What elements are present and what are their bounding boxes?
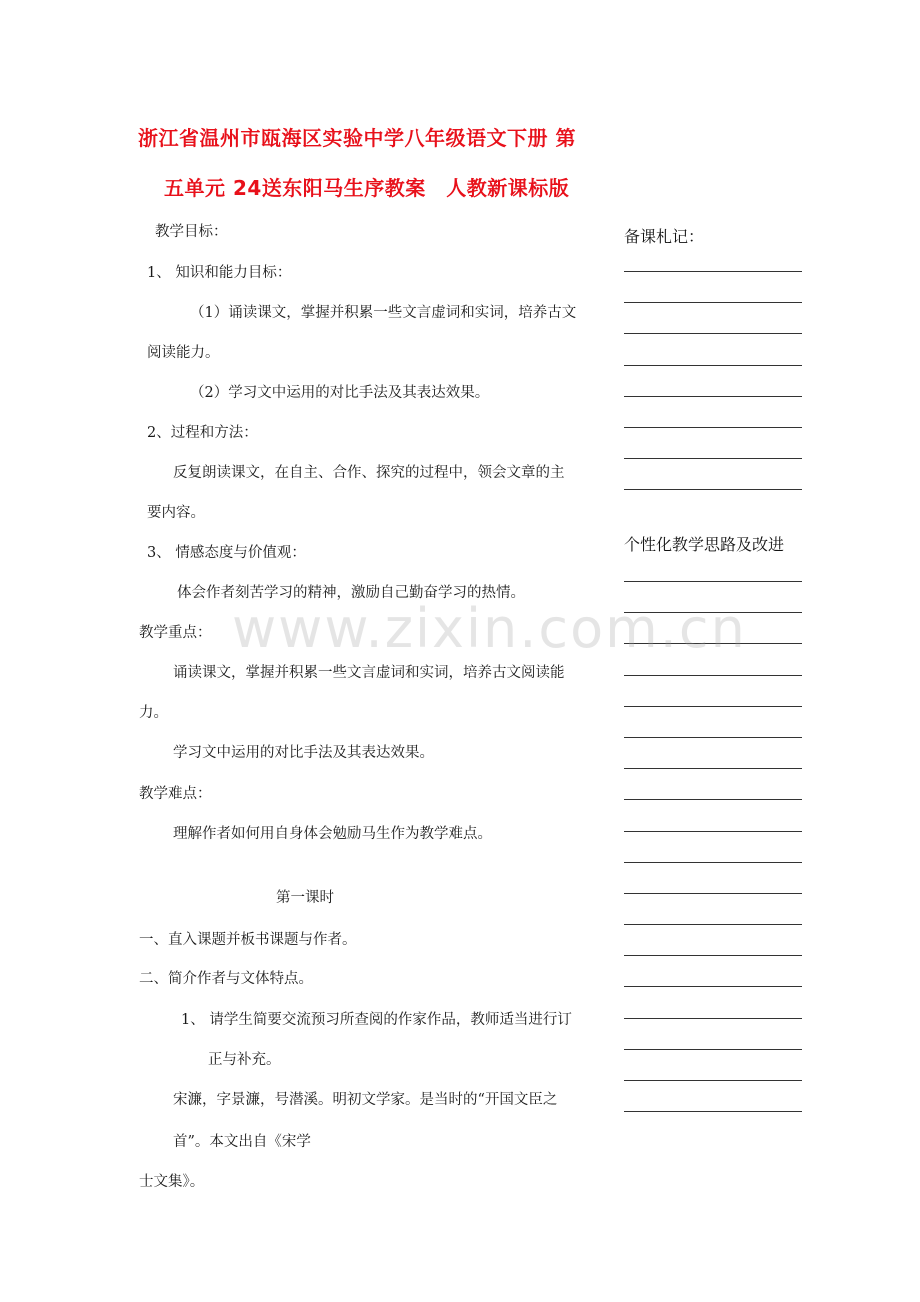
personal-label: 个性化教学思路及改进	[624, 535, 785, 554]
notes-rules	[624, 271, 802, 521]
key-points-heading: 教学重点：	[139, 625, 212, 641]
goal-1-item-1-b: 阅读能力。	[147, 345, 220, 361]
rule-line	[624, 1111, 802, 1112]
rule-line	[624, 737, 802, 738]
rule-line	[624, 924, 802, 925]
rule-line	[624, 458, 802, 459]
goal-2: 2、过程和方法：	[147, 425, 258, 441]
step-2-item-1-a: 1、 请学生简要交流预习所查阅的作家作品，教师适当进行订	[181, 1012, 572, 1028]
rule-line	[624, 302, 802, 303]
rule-line	[624, 427, 802, 428]
rule-line	[624, 831, 802, 832]
step-2: 二、简介作者与文体特点。	[139, 971, 313, 987]
goal-3: 3、 情感态度与价值观：	[147, 545, 306, 561]
rule-line	[624, 768, 802, 769]
rule-line	[624, 333, 802, 334]
rule-line	[624, 365, 802, 366]
author-intro-c: 士文集》。	[139, 1174, 205, 1190]
rule-line	[624, 489, 802, 490]
rule-line	[624, 581, 802, 582]
watermark: www.zixin.com.cn	[232, 597, 747, 660]
rule-line	[624, 862, 802, 863]
step-2-item-1-b: 正与补充。	[208, 1052, 281, 1068]
difficulty-heading: 教学难点：	[139, 786, 212, 802]
rule-line	[624, 955, 802, 956]
difficulty-text: 理解作者如何用自身体会勉励马生作为教学难点。	[173, 826, 492, 842]
key-points-text-1-a: 诵读课文，掌握并积累一些文言虚词和实词，培养古文阅读能	[173, 665, 565, 681]
goal-3-text: 体会作者刻苦学习的精神，激励自己勤奋学习的热情。	[177, 585, 525, 601]
rule-line	[624, 396, 802, 397]
goal-1-item-1-a: （1）诵读课文，掌握并积累一些文言虚词和实词，培养古文	[190, 305, 577, 321]
lesson-heading: 第一课时	[276, 890, 334, 906]
personal-rules	[624, 581, 802, 1142]
rule-line	[624, 1018, 802, 1019]
author-intro-b: 首”。本文出自《宋学	[173, 1134, 311, 1150]
author-intro-a: 宋濂，字景濂，号潜溪。明初文学家。是当时的“开国文臣之	[173, 1092, 558, 1108]
goals-heading: 教学目标：	[155, 224, 228, 240]
goal-1: 1、 知识和能力目标：	[147, 265, 292, 281]
goal-2-text-a: 反复朗读课文，在自主、合作、探究的过程中，领会文章的主	[173, 465, 565, 481]
rule-line	[624, 271, 802, 272]
step-1: 一、直入课题并板书课题与作者。	[139, 932, 357, 948]
rule-line	[624, 1049, 802, 1050]
rule-line	[624, 799, 802, 800]
rule-line	[624, 986, 802, 987]
key-points-text-1-b: 力。	[139, 705, 168, 721]
rule-line	[624, 893, 802, 894]
key-points-text-2: 学习文中运用的对比手法及其表达效果。	[173, 745, 434, 761]
document-title-line-2: 五单元 24送东阳马生序教案 人教新课标版	[164, 176, 570, 200]
goal-1-item-2: （2）学习文中运用的对比手法及其表达效果。	[190, 385, 490, 401]
rule-line	[624, 706, 802, 707]
rule-line	[624, 675, 802, 676]
document-title-line-1: 浙江省温州市瓯海区实验中学八年级语文下册 第	[138, 126, 576, 150]
goal-2-text-b: 要内容。	[147, 505, 205, 521]
notes-label: 备课札记：	[624, 227, 705, 246]
rule-line	[624, 1080, 802, 1081]
